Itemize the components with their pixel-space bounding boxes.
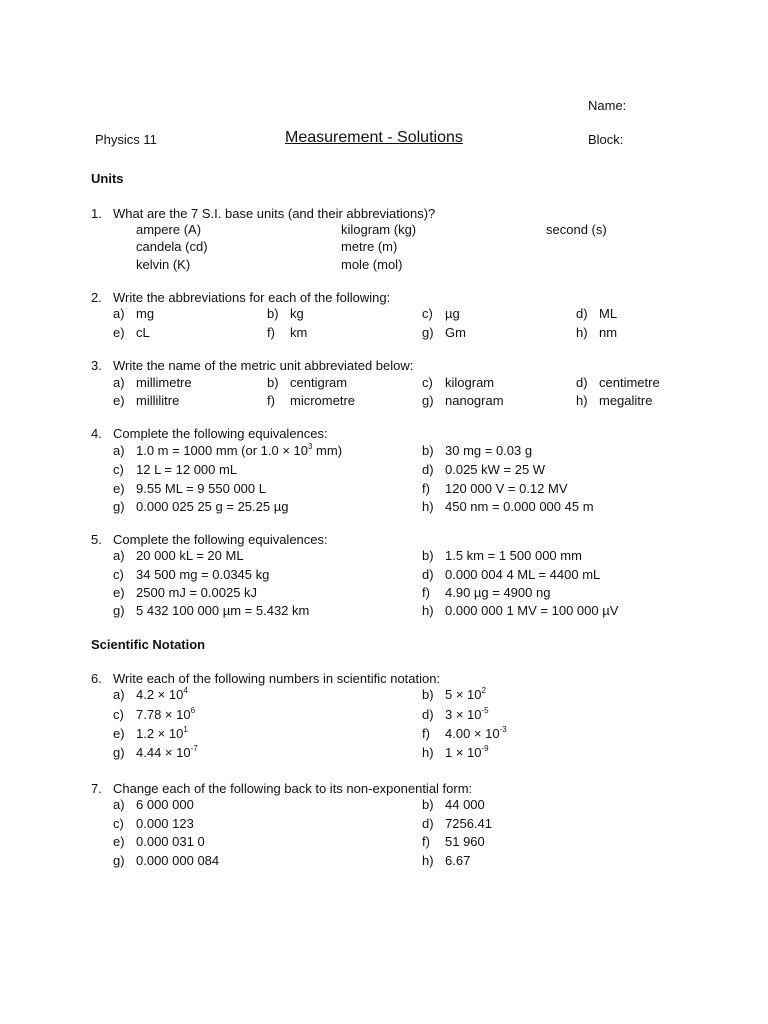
part-letter: b) <box>422 443 434 458</box>
answer-text: ML <box>599 306 618 321</box>
exponent: 6 <box>190 705 196 715</box>
part-letter: h) <box>422 603 434 618</box>
question-number: 5. <box>91 532 102 547</box>
part-letter: g) <box>113 745 125 760</box>
answer-text <box>445 726 507 742</box>
exponent: 1 <box>183 724 188 734</box>
answer-text: kilogram <box>445 375 495 390</box>
part-letter: a) <box>113 306 125 321</box>
answer-text: 2500 mJ = 0.0025 kJ <box>136 585 258 600</box>
exponent: -5 <box>481 705 489 715</box>
answer-text: metre (m) <box>341 239 398 254</box>
part-letter: a) <box>113 443 125 458</box>
part-letter: e) <box>113 585 125 600</box>
question-number: 7. <box>91 781 102 796</box>
answer-prefix: 1.0 m = 1000 mm (or 1.0 × 10 <box>136 443 308 458</box>
part-letter: c) <box>422 375 433 390</box>
answer-text: 0.000 025 25 g = 25.25 µg <box>136 499 289 514</box>
answer-text: µg <box>445 306 460 321</box>
answer-text: 5 432 100 000 µm = 5.432 km <box>136 603 310 618</box>
part-letter: f) <box>422 726 430 741</box>
answer-text: 1.5 km = 1 500 000 mm <box>445 548 582 563</box>
answer-text: mg <box>136 306 155 321</box>
answer-text: 34 500 mg = 0.0345 kg <box>136 567 270 582</box>
answer-text: 12 L = 12 000 mL <box>136 462 238 477</box>
answer-text: 9.55 ML = 9 550 000 L <box>136 481 266 496</box>
question-number: 4. <box>91 426 102 441</box>
answer-text: cL <box>136 325 150 340</box>
answer-text: Gm <box>445 325 466 340</box>
part-letter: g) <box>113 603 125 618</box>
answer-text <box>136 707 195 723</box>
part-letter: d) <box>422 707 434 722</box>
part-letter: b) <box>267 306 279 321</box>
course-label: Physics 11 <box>95 132 157 147</box>
exponent: -7 <box>190 743 198 753</box>
answer-text: 0.000 123 <box>136 816 194 831</box>
answer-text: 20 000 kL = 20 ML <box>136 548 244 563</box>
answer-text: 0.025 kW = 25 W <box>445 462 546 477</box>
answer-text: 7256.41 <box>445 816 492 831</box>
part-letter: e) <box>113 726 125 741</box>
answer-text <box>136 687 188 703</box>
answer-suffix: mm) <box>312 443 343 458</box>
answer-text <box>136 443 342 459</box>
part-letter: f) <box>267 393 275 408</box>
mantissa: 5 × 10 <box>445 687 482 702</box>
question-text: Complete the following equivalences: <box>113 426 328 441</box>
answer-text: 0.000 000 084 <box>136 853 220 868</box>
question-text: Write each of the following numbers in scientific notation: <box>113 671 441 686</box>
exponent: 2 <box>481 685 486 695</box>
answer-text <box>136 745 198 761</box>
section-heading-units: Units <box>91 171 124 186</box>
answer-text: centimetre <box>599 375 660 390</box>
question-text: Change each of the following back to its non-exponential form: <box>113 781 473 796</box>
answer-text: nm <box>599 325 618 340</box>
answer-text <box>445 707 489 723</box>
answer-text: megalitre <box>599 393 653 408</box>
part-letter: d) <box>422 567 434 582</box>
part-letter: a) <box>113 548 125 563</box>
part-letter: g) <box>422 325 434 340</box>
answer-text: 30 mg = 0.03 g <box>445 443 533 458</box>
part-letter: b) <box>422 548 434 563</box>
part-letter: e) <box>113 834 125 849</box>
part-letter: h) <box>422 745 434 760</box>
answer-text: 0.000 004 4 ML = 4400 mL <box>445 567 601 582</box>
answer-text: 4.90 µg = 4900 ng <box>445 585 551 600</box>
answer-text: kelvin (K) <box>136 257 191 272</box>
answer-text: 0.000 031 0 <box>136 834 205 849</box>
answer-text: second (s) <box>546 222 607 237</box>
part-letter: d) <box>576 306 588 321</box>
part-letter: a) <box>113 375 125 390</box>
answer-text: 0.000 000 1 MV = 100 000 µV <box>445 603 619 618</box>
mantissa: 1.2 × 10 <box>136 726 184 741</box>
part-letter: b) <box>422 687 434 702</box>
mantissa: 4.2 × 10 <box>136 687 184 702</box>
mantissa: 7.78 × 10 <box>136 707 191 722</box>
part-letter: h) <box>576 393 588 408</box>
answer-text: mole (mol) <box>341 257 403 272</box>
answer-text: kg <box>290 306 304 321</box>
block-label: Block: <box>588 132 624 147</box>
part-letter: c) <box>113 462 124 477</box>
exponent: -3 <box>499 724 507 734</box>
question-text: What are the 7 S.I. base units (and their abbreviations)? <box>113 206 436 221</box>
part-letter: b) <box>422 797 434 812</box>
mantissa: 3 × 10 <box>445 707 482 722</box>
part-letter: g) <box>113 853 125 868</box>
part-letter: h) <box>422 499 434 514</box>
part-letter: f) <box>267 325 275 340</box>
question-number: 2. <box>91 290 102 305</box>
part-letter: h) <box>422 853 434 868</box>
mantissa: 4.44 × 10 <box>136 745 191 760</box>
answer-text: centigram <box>290 375 348 390</box>
part-letter: a) <box>113 797 125 812</box>
part-letter: d) <box>422 816 434 831</box>
question-text: Write the abbreviations for each of the following: <box>113 290 391 305</box>
exponent: -9 <box>481 743 489 753</box>
answer-text: ampere (A) <box>136 222 202 237</box>
answer-text: 120 000 V = 0.12 MV <box>445 481 568 496</box>
part-letter: e) <box>113 325 125 340</box>
question-text: Write the name of the metric unit abbreviated below: <box>113 358 414 373</box>
part-letter: d) <box>576 375 588 390</box>
answer-text: 44 000 <box>445 797 485 812</box>
answer-text <box>136 726 188 742</box>
name-label: Name: <box>588 98 627 113</box>
part-letter: d) <box>422 462 434 477</box>
answer-text: nanogram <box>445 393 504 408</box>
answer-text: micrometre <box>290 393 356 408</box>
answer-text: km <box>290 325 308 340</box>
part-letter: g) <box>422 393 434 408</box>
part-letter: h) <box>576 325 588 340</box>
answer-text <box>445 745 489 761</box>
section-heading-scientific-notation: Scientific Notation <box>91 637 206 652</box>
answer-text: millimetre <box>136 375 192 390</box>
part-letter: c) <box>422 306 433 321</box>
answer-text <box>445 687 486 703</box>
part-letter: f) <box>422 481 430 496</box>
part-letter: a) <box>113 687 125 702</box>
part-letter: e) <box>113 393 125 408</box>
exponent: 4 <box>183 685 188 695</box>
part-letter: f) <box>422 585 430 600</box>
mantissa: 4.00 × 10 <box>445 726 500 741</box>
answer-text: 51 960 <box>445 834 485 849</box>
part-letter: c) <box>113 816 124 831</box>
part-letter: b) <box>267 375 279 390</box>
mantissa: 1 × 10 <box>445 745 482 760</box>
part-letter: f) <box>422 834 430 849</box>
answer-text: 6.67 <box>445 853 471 868</box>
question-number: 6. <box>91 671 102 686</box>
question-number: 3. <box>91 358 102 373</box>
part-letter: c) <box>113 707 124 722</box>
question-text: Complete the following equivalences: <box>113 532 328 547</box>
part-letter: c) <box>113 567 124 582</box>
answer-text: candela (cd) <box>136 239 208 254</box>
page-title: Measurement - Solutions <box>285 129 463 146</box>
answer-text: kilogram (kg) <box>341 222 417 237</box>
answer-text: 450 nm = 0.000 000 45 m <box>445 499 594 514</box>
exponent: 3 <box>307 441 313 451</box>
answer-text: millilitre <box>136 393 180 408</box>
part-letter: g) <box>113 499 125 514</box>
answer-text: 6 000 000 <box>136 797 194 812</box>
question-number: 1. <box>91 206 102 221</box>
part-letter: e) <box>113 481 125 496</box>
